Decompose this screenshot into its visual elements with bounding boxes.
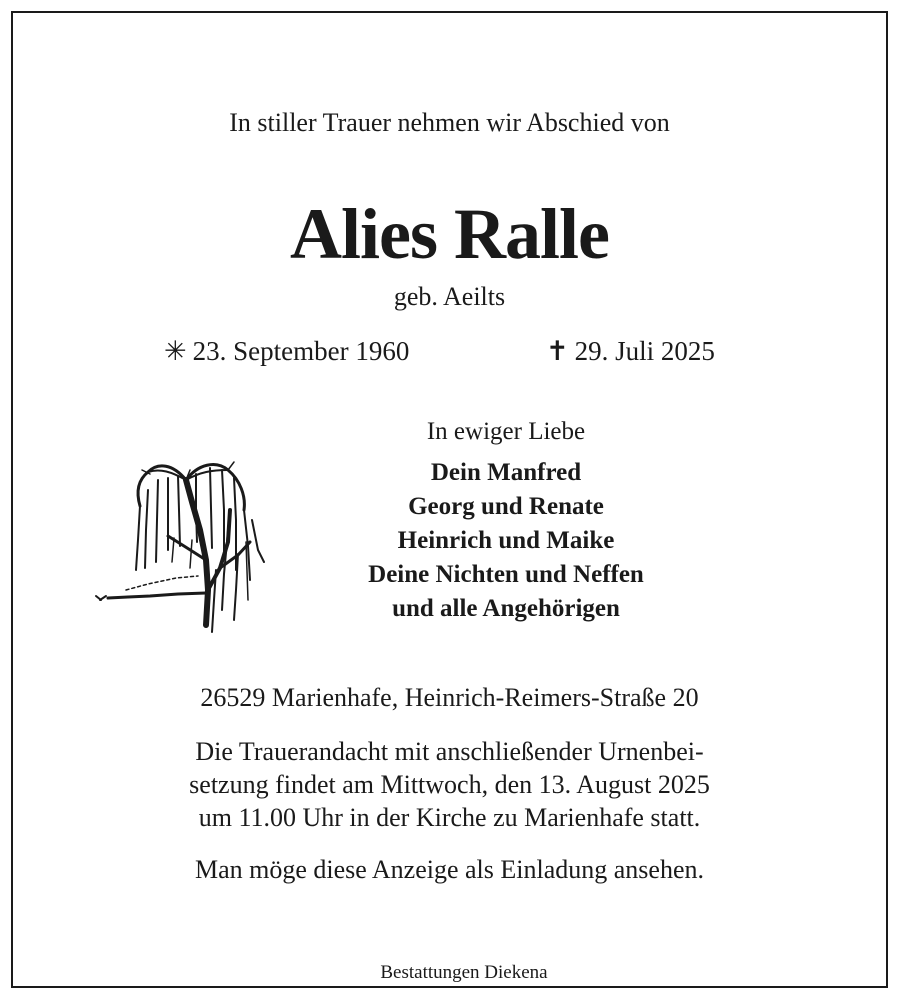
mourner-line: Georg und Renate — [408, 493, 604, 520]
invitation-note: Man möge diese Anzeige als Einladung ansehen. — [194, 855, 705, 884]
ceremony-line: setzung findet am Mittwoch, den 13. August 2025 — [189, 770, 710, 799]
willow-tree-icon — [88, 450, 278, 640]
birth-date-line — [164, 336, 409, 367]
cross-icon: ✝ — [546, 336, 569, 366]
mourner-line: Heinrich und Maike — [397, 527, 615, 554]
mourners-block — [306, 418, 706, 626]
mourner-line: Dein Manfred — [430, 459, 582, 486]
funeral-home-name: Bestattungen Diekena — [339, 960, 589, 986]
birth-name: geb. Aeilts — [393, 282, 506, 311]
death-date: 29. Juli 2025 — [574, 336, 715, 366]
asterisk-icon: ✳ — [164, 336, 187, 366]
ceremony-line: Die Trauerandacht mit anschließender Urnenbei- — [195, 737, 704, 766]
intro-text: In stiller Trauer nehmen wir Abschied von — [229, 108, 670, 137]
ceremony-line: um 11.00 Uhr in der Kirche zu Marienhafe statt. — [198, 803, 701, 832]
deceased-name: Alies Ralle — [290, 194, 609, 274]
mourner-line: und alle Angehörigen — [392, 595, 620, 622]
address: 26529 Marienhafe, Heinrich-Reimers-Straße 20 — [200, 683, 699, 712]
footer — [11, 958, 888, 988]
birth-date: 23. September 1960 — [192, 336, 410, 366]
death-date-line — [546, 336, 715, 367]
mourners-lead: In ewiger Liebe — [426, 418, 586, 445]
ceremony-text — [0, 735, 899, 834]
mourner-line: Deine Nichten und Neffen — [368, 561, 644, 588]
